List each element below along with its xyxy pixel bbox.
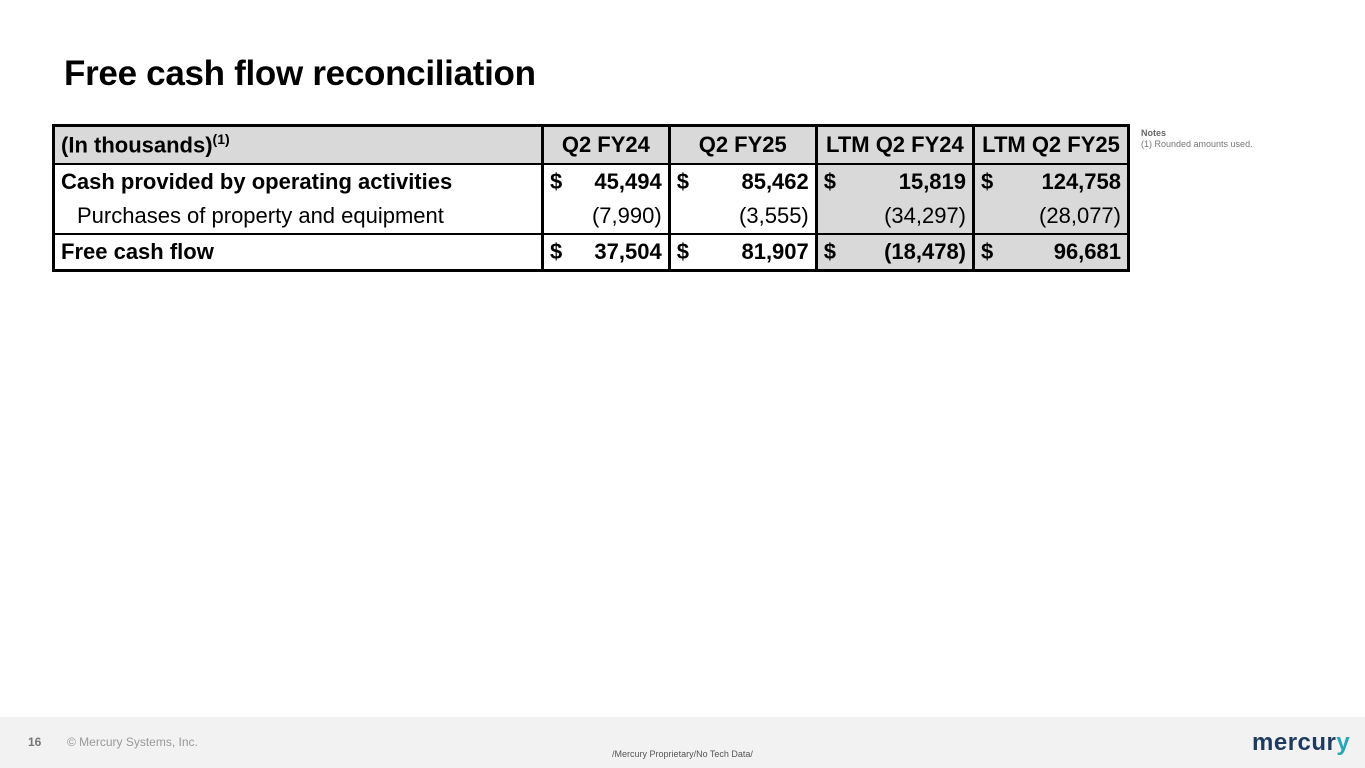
row-label: Purchases of property and equipment xyxy=(54,199,543,234)
row-label: Cash provided by operating activities xyxy=(54,164,543,199)
note-item: (1) Rounded amounts used. xyxy=(1141,139,1253,149)
cell-value: (34,297) xyxy=(848,199,974,234)
currency-symbol: $ xyxy=(974,234,1006,271)
cell-value: 85,462 xyxy=(701,164,817,199)
currency-symbol: $ xyxy=(550,169,563,194)
col-header-ltm-q2fy24: LTM Q2 FY24 xyxy=(816,126,973,165)
currency-symbol: $ xyxy=(543,234,575,271)
currency-symbol: $ xyxy=(669,234,701,271)
footnote-ref: (1) xyxy=(212,131,230,148)
header-units-label: (In thousands)$^{(1)}$ xyxy=(54,126,543,165)
table-header-row xyxy=(54,126,1129,165)
cell-value: (3,555) xyxy=(701,199,817,234)
cell-value: 124,758 xyxy=(1005,164,1128,199)
free-cash-flow-table xyxy=(52,124,1130,272)
cell-value: 45,494 xyxy=(574,164,669,199)
cell-value: (28,077) xyxy=(1005,199,1128,234)
cell-value: 81,907 xyxy=(701,234,817,271)
mercury-logo: mercury xyxy=(1252,729,1351,756)
col-header-q2fy25: Q2 FY25 xyxy=(669,126,816,165)
currency-symbol xyxy=(974,199,1006,234)
col-header-ltm-q2fy25: LTM Q2 FY25 xyxy=(974,126,1129,165)
copyright-text: © Mercury Systems, Inc. xyxy=(67,735,198,749)
col-header-q2fy24: Q2 FY24 xyxy=(543,126,670,165)
cell-value: 37,504 xyxy=(574,234,669,271)
currency-symbol xyxy=(669,199,701,234)
table-row xyxy=(54,199,1129,234)
cell-value: (18,478) xyxy=(848,234,974,271)
proprietary-notice: /Mercury Proprietary/No Tech Data/ xyxy=(612,749,753,759)
table-row-total xyxy=(54,234,1129,271)
footer xyxy=(0,717,1365,768)
page-number: 16 xyxy=(28,735,42,749)
currency-symbol xyxy=(816,199,848,234)
currency-symbol: $ xyxy=(816,234,848,271)
currency-symbol: $ xyxy=(676,169,689,194)
currency-symbol: $ xyxy=(974,164,1006,199)
table-row xyxy=(54,164,1129,199)
currency-symbol xyxy=(543,199,575,234)
cell-value: 15,819 xyxy=(848,164,974,199)
page-title: Free cash flow reconciliation xyxy=(64,54,536,93)
row-label: Free cash flow xyxy=(54,234,543,271)
notes-box xyxy=(1141,128,1253,150)
cell-value: (7,990) xyxy=(574,199,669,234)
cell-value: 96,681 xyxy=(1005,234,1128,271)
notes-heading: Notes xyxy=(1141,128,1167,138)
currency-symbol: $ xyxy=(816,164,848,199)
